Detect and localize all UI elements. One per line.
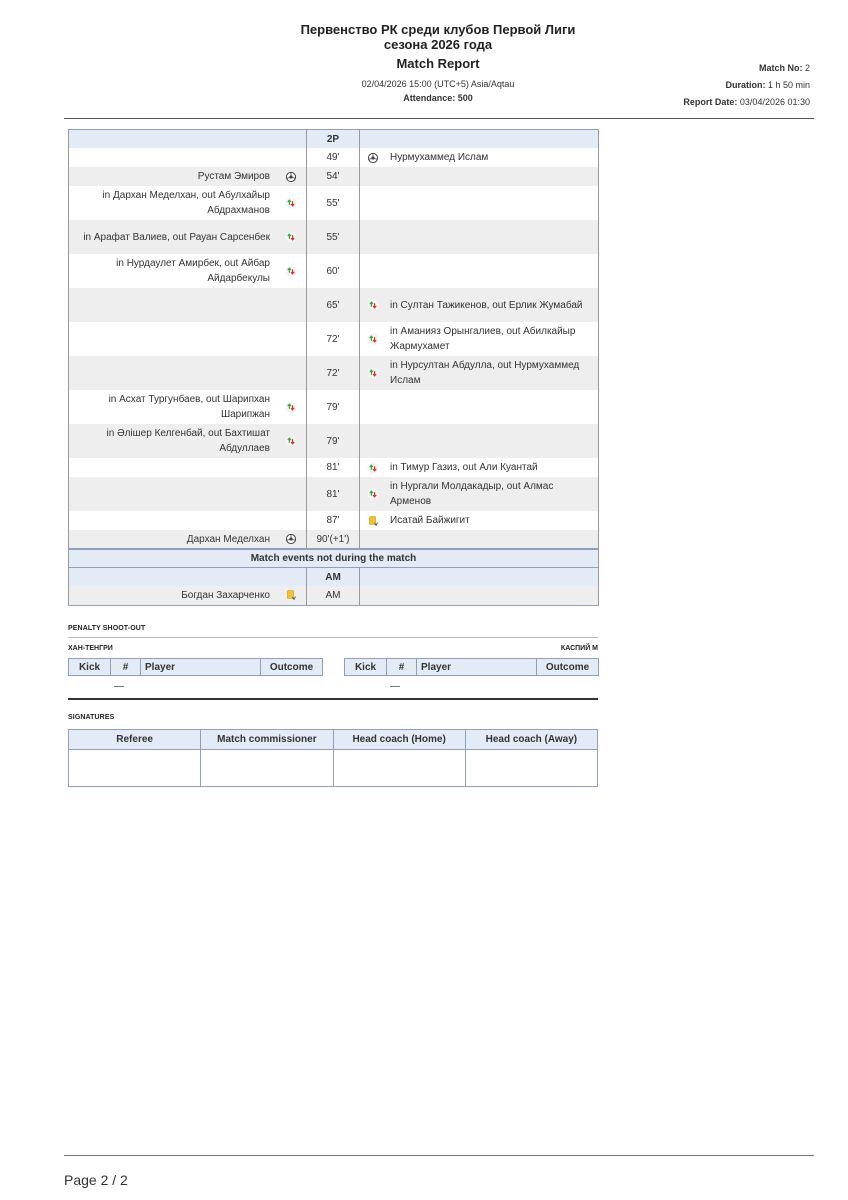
event-row (69, 424, 599, 458)
home-event-text: Дархан Меделхан (186, 533, 270, 545)
am-header-row (69, 568, 599, 587)
home-event (69, 530, 307, 549)
report-title: Match Report (396, 56, 480, 71)
duration-label: Duration: (725, 80, 766, 90)
event-row (69, 458, 599, 477)
event-minute-text: 54' (326, 171, 340, 182)
event-row (69, 186, 599, 220)
season-title: сезона 2026 года (383, 37, 493, 52)
home-event-text: in Әлішер Келгенбай, out Бахтишат Абдуллаев (106, 428, 270, 454)
ball-icon (367, 152, 379, 164)
penalty-home-empty: — (114, 681, 124, 692)
penalty-divider (68, 637, 598, 638)
report-header (0, 0, 848, 120)
period-header-home (69, 130, 307, 149)
event-minute (307, 477, 360, 511)
col-number: # (387, 659, 417, 676)
col-player: Player (417, 659, 537, 676)
away-event-text: Исатай Байжигит (390, 515, 470, 526)
report-date-value: 03/04/2026 01:30 (739, 97, 810, 107)
event-row (69, 390, 599, 424)
away-event-text: Нурмухаммед Ислам (390, 152, 489, 163)
event-minute-text: 87' (326, 515, 340, 526)
penalty-home-team: ХАН-ТЕНГРИ (68, 645, 113, 652)
substitution-icon (285, 401, 297, 413)
match-no-label: Match No: (758, 63, 803, 73)
attendance-value: 500 (457, 93, 473, 103)
event-minute (307, 322, 360, 356)
am-header-away (360, 568, 599, 587)
ball-icon (285, 533, 297, 545)
event-minute-text: 55' (326, 197, 340, 209)
event-minute (307, 356, 360, 390)
home-event (69, 322, 307, 356)
event-row (69, 254, 599, 288)
col-player: Player (141, 659, 261, 676)
not-during-match-label: Match events not during the match (69, 549, 599, 568)
competition-title: Первенство РК среди клубов Первой Лиги (300, 22, 576, 37)
substitution-icon (285, 265, 297, 277)
event-minute (307, 530, 360, 549)
col-kick: Kick (69, 659, 111, 676)
period-label: 2P (307, 130, 360, 149)
away-event (360, 322, 599, 356)
am-event-row (69, 586, 599, 605)
col-outcome: Outcome (537, 659, 599, 676)
event-minute-text: 81' (326, 462, 340, 473)
home-event-text: in Асхат Тургунбаев, out Шарипхан Шарипжан (108, 394, 270, 420)
penalty-home-table (68, 658, 323, 676)
event-minute-text: AM (325, 589, 341, 601)
penalty-home-header (69, 659, 323, 676)
sig-referee-box[interactable] (69, 750, 201, 787)
yellow-card-icon (367, 515, 379, 527)
event-row (69, 356, 599, 390)
report-date (683, 97, 810, 107)
away-event (360, 424, 599, 458)
sig-home-coach: Head coach (Home) (333, 730, 465, 750)
match-no (683, 63, 810, 73)
away-event (360, 390, 599, 424)
home-event (69, 220, 307, 254)
event-minute (307, 167, 360, 186)
event-minute-text: 72' (326, 333, 340, 345)
home-event-text: in Дархан Меделхан, out Абулхайыр Абдрахманов (102, 190, 270, 216)
event-minute (307, 186, 360, 220)
event-minute (307, 254, 360, 288)
sig-commissioner: Match commissioner (201, 730, 333, 750)
am-label: AM (307, 568, 360, 587)
match-no-value: 2 (804, 63, 810, 73)
away-event-text: in Нургали Молдакадыр, out Алмас Арменов (390, 481, 554, 507)
header-divider (64, 118, 814, 119)
duration-value: 1 h 50 min (767, 80, 810, 90)
yellow-card-icon (285, 589, 297, 601)
home-event (69, 511, 307, 530)
substitution-icon (367, 333, 379, 345)
away-event (360, 254, 599, 288)
event-minute-text: 79' (326, 401, 340, 413)
home-event (69, 254, 307, 288)
substitution-icon (285, 435, 297, 447)
substitution-icon (367, 462, 379, 474)
event-minute-text: 60' (326, 265, 340, 277)
away-event (360, 288, 599, 322)
event-row (69, 322, 599, 356)
am-header-home (69, 568, 307, 587)
event-minute-text: 55' (326, 231, 340, 243)
event-row (69, 167, 599, 186)
home-event-text: Рустам Эмиров (197, 171, 270, 182)
signatures-section-title: SIGNATURES (68, 714, 115, 721)
away-event-text: in Тимур Газиз, out Али Куантай (390, 462, 538, 473)
home-event (69, 186, 307, 220)
event-minute-text: 72' (326, 367, 340, 379)
report-date-label: Report Date: (683, 97, 738, 107)
not-during-match-row (69, 549, 599, 568)
event-minute (307, 220, 360, 254)
sig-away-coach: Head coach (Away) (465, 730, 597, 750)
home-event (69, 458, 307, 477)
penalty-away-team: КАСПИЙ М (560, 645, 598, 652)
penalty-away-table (344, 658, 599, 676)
event-minute (307, 390, 360, 424)
match-meta (683, 63, 810, 114)
away-event (360, 148, 599, 167)
event-row (69, 511, 599, 530)
substitution-icon (285, 197, 297, 209)
home-event (69, 424, 307, 458)
substitution-icon (367, 367, 379, 379)
penalty-away-empty: — (390, 681, 400, 692)
sig-home-coach-box[interactable] (333, 750, 465, 787)
title-block (262, 22, 614, 103)
away-event (360, 477, 599, 511)
sig-referee: Referee (69, 730, 201, 750)
home-event (69, 477, 307, 511)
home-event-text: in Арафат Валиев, out Рауан Сарсенбек (83, 231, 270, 243)
event-minute (307, 424, 360, 458)
away-event (360, 511, 599, 530)
substitution-icon (367, 488, 379, 500)
event-row (69, 530, 599, 549)
event-row (69, 148, 599, 167)
home-event (69, 148, 307, 167)
home-event (69, 586, 307, 605)
away-event-text: in Аманияз Орынгалиев, out Абилкайыр Жармухамет (390, 326, 576, 352)
signatures-blank-row (69, 750, 598, 787)
away-event (360, 167, 599, 186)
attendance (262, 93, 614, 103)
event-minute-text: 79' (326, 435, 340, 447)
home-event (69, 167, 307, 186)
event-row (69, 220, 599, 254)
footer-divider (64, 1155, 814, 1156)
substitution-icon (367, 299, 379, 311)
col-kick: Kick (345, 659, 387, 676)
signatures-table (68, 729, 598, 787)
away-event (360, 220, 599, 254)
event-minute (307, 511, 360, 530)
col-number: # (111, 659, 141, 676)
away-event-text: in Султан Тажикенов, out Ерлик Жумабай (390, 299, 583, 311)
substitution-icon (285, 231, 297, 243)
event-row (69, 477, 599, 511)
event-row (69, 288, 599, 322)
away-event (360, 586, 599, 605)
signatures-header (69, 730, 598, 750)
away-event (360, 356, 599, 390)
event-minute-text: 81' (326, 488, 340, 500)
home-event-text: in Нурдаулет Амирбек, out Айбар Айдарбекулы (116, 258, 270, 284)
attendance-label: Attendance: (403, 93, 456, 103)
home-event (69, 356, 307, 390)
sig-away-coach-box[interactable] (465, 750, 597, 787)
event-minute (307, 458, 360, 477)
penalty-bottom-rule (68, 698, 598, 700)
penalty-section-title: PENALTY SHOOT-OUT (68, 625, 146, 632)
away-event-text: in Нурсултан Абдулла, out Нурмухаммед Ислам (390, 360, 580, 386)
away-event (360, 530, 599, 549)
event-minute (307, 148, 360, 167)
match-events-table (68, 129, 599, 606)
event-minute-text: 90'(+1') (316, 533, 350, 545)
event-minute-text: 65' (326, 299, 340, 311)
event-minute (307, 586, 360, 605)
home-event (69, 390, 307, 424)
home-event (69, 288, 307, 322)
period-header-away (360, 130, 599, 149)
sig-commissioner-box[interactable] (201, 750, 333, 787)
page-number: Page 2 / 2 (64, 1172, 128, 1188)
penalty-away-header (345, 659, 599, 676)
home-event-text: Богдан Захарченко (181, 589, 270, 601)
event-minute (307, 288, 360, 322)
event-minute-text: 49' (326, 152, 340, 163)
ball-icon (285, 171, 297, 183)
match-datetime: 02/04/2026 15:00 (UTC+5) Asia/Aqtau (361, 79, 515, 89)
duration (683, 80, 810, 90)
col-outcome: Outcome (261, 659, 323, 676)
period-header-row (69, 130, 599, 149)
away-event (360, 186, 599, 220)
away-event (360, 458, 599, 477)
